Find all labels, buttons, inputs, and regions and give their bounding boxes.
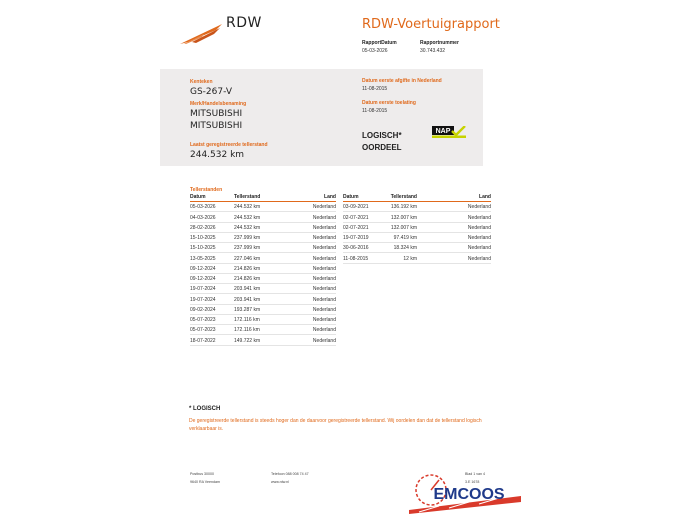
table-row [343,223,491,233]
row-land: Nederland [312,317,336,323]
row-date: 15-10-2025 [190,245,216,252]
row-land: Nederland [312,276,336,282]
row-land: Nederland [312,306,336,313]
row-date: 15-10-2025 [190,235,216,241]
table-header: Datum Tellerstand Land [343,194,491,200]
row-land: Nederland [467,224,491,231]
row-land: Nederland [467,235,491,241]
table-header: Datum Tellerstand Land [190,194,336,200]
row-date: 05-07-2023 [190,317,216,323]
row-land: Nederland [312,255,336,262]
row-stand: 136.192 km [390,204,417,211]
row-land: Nederland [467,204,491,211]
table-row [190,284,336,294]
row-stand: 97.419 km [393,235,417,241]
table-row [190,335,336,345]
tellerstanden-title: Tellerstanden [190,187,223,193]
row-date: 02-07-2021 [343,224,369,231]
footer-contact: Telefoon 088 008 74 47 www.rdw.nl [271,472,309,484]
tellerstanden-table-left [190,194,336,346]
table-row [190,243,336,253]
row-stand: 237.999 km [234,235,261,241]
row-stand: 237.999 km [234,245,261,252]
report-title: RDW-Voertuigrapport [362,17,500,32]
row-date: 19-07-2024 [190,296,216,303]
report-page [160,0,524,514]
row-land: Nederland [312,265,336,272]
row-date: 02-07-2021 [343,214,369,221]
row-date: 11-08-2015 [343,255,369,262]
table-row [190,294,336,304]
row-land: Nederland [312,235,336,241]
kenteken-value: GS-267-V [190,87,232,97]
oordeel-text: LOGISCH* OORDEEL [362,131,402,152]
row-date: 09-02-2024 [190,306,216,313]
row-stand: 149.722 km [234,337,261,344]
footer-page: Blad 1 van 4 3.E 1678 [465,472,485,484]
handelsbenaming-value: MITSUBISHI [190,121,243,131]
row-land: Nederland [312,214,336,221]
row-date: 28-02-2026 [190,224,216,231]
table-row [190,264,336,274]
row-land: Nederland [467,255,491,262]
row-stand: 244.532 km [234,224,261,231]
row-stand: 244.532 km [234,214,261,221]
table-row [190,315,336,325]
report-date: RapportDatum 05-03-2026 [362,40,397,54]
row-date: 30-06-2016 [343,245,369,252]
table-row [343,233,491,243]
row-stand: 227.046 km [234,255,261,262]
table-row [343,253,491,263]
row-date: 13-05-2025 [190,255,216,262]
kenteken-label: Kenteken [190,79,213,85]
teller-label: Laatst geregistreerde tellerstand [190,142,268,148]
nap-logo-icon [432,126,466,138]
merk-value: MITSUBISHI [190,109,243,119]
footnote-text: De geregistreerde tellerstand is steeds hoger dan de daarvoor geregistreerde tellerstand. Wij oordelen dan dat de tellerstand logisch verklaarbaar is. [189,418,482,432]
table-row [343,243,491,253]
toelating-value: 11-08-2015 [362,108,388,114]
row-land: Nederland [312,337,336,344]
footnote-title: * LOGISCH [189,406,221,412]
row-date: 03-09-2021 [343,204,369,211]
row-land: Nederland [312,224,336,231]
row-land: Nederland [312,204,336,211]
table-row [190,274,336,284]
vehicle-info-box [160,69,483,166]
row-stand: 172.116 km [234,327,260,334]
merk-label: Merk/Handelsbenaming [190,101,247,107]
row-land: Nederland [312,327,336,334]
svg-text:NAP: NAP [435,128,451,136]
row-land: Nederland [312,296,336,303]
logo-text: RDW [226,15,262,31]
row-stand: 172.116 km [234,317,260,323]
table-row [190,212,336,222]
afgifte-label: Datum eerste afgifte in Nederland [362,78,442,84]
row-stand: 244.532 km [234,204,261,211]
table-row [190,305,336,315]
tellerstanden-table-right [343,194,491,264]
row-stand: 214.826 km [234,265,261,272]
row-date: 09-12-2024 [190,276,216,282]
emcoos-logo-icon [409,466,521,514]
row-stand: 214.826 km [234,276,261,282]
row-stand: 193.287 km [234,306,261,313]
footer-address: Postbus 30000 9640 RA Veendam [190,472,220,484]
row-date: 18-07-2022 [190,337,216,344]
table-row [343,202,491,212]
row-stand: 132.007 km [390,224,417,231]
row-date: 09-12-2024 [190,265,216,272]
rdw-logo-icon [178,22,224,46]
table-row [190,325,336,335]
report-number: Rapportnummer 30.743.432 [420,40,459,54]
table-row [190,253,336,263]
table-row [190,202,336,212]
row-date: 19-07-2019 [343,235,369,241]
row-land: Nederland [467,214,491,221]
toelating-label: Datum eerste toelating [362,100,416,106]
row-land: Nederland [312,245,336,252]
row-stand: 132.007 km [390,214,417,221]
row-date: 05-07-2023 [190,327,216,334]
row-land: Nederland [467,245,491,252]
afgifte-value: 11-08-2015 [362,86,388,92]
row-stand: 12 km [403,255,417,262]
row-date: 19-07-2024 [190,286,216,293]
teller-value: 244.532 km [190,150,245,160]
row-stand: 203.941 km [234,286,261,293]
table-row [190,233,336,243]
svg-text:EMCOOS: EMCOOS [433,486,505,503]
row-stand: 18.324 km [393,245,417,252]
row-date: 04-03-2026 [190,214,216,221]
row-stand: 203.941 km [234,296,261,303]
table-row [190,223,336,233]
row-land: Nederland [312,286,336,293]
row-date: 05-03-2026 [190,204,216,211]
table-row [343,212,491,222]
